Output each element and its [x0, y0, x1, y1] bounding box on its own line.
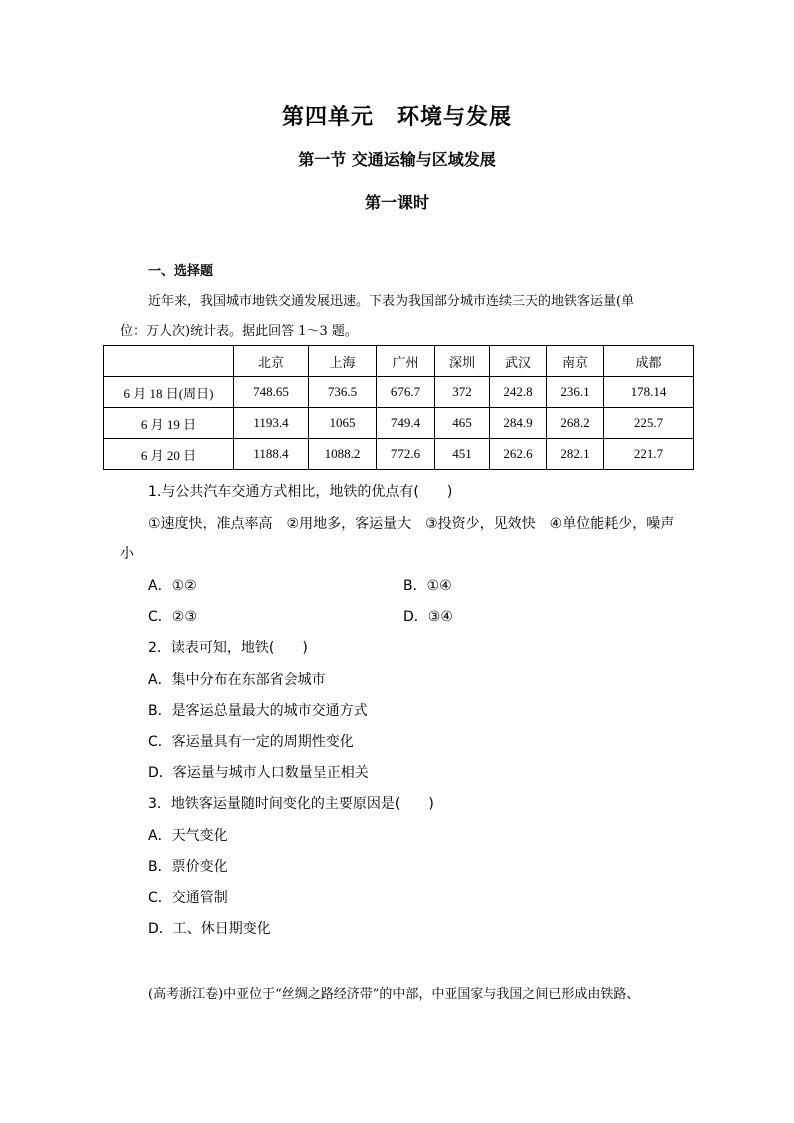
intro-line-2: 位：万人次)统计表。据此回答 1～3 题。	[120, 324, 358, 339]
q1-option-c[interactable]: C．②③	[148, 609, 197, 625]
table-header-cell: 广州	[377, 346, 435, 377]
q3-option-b[interactable]: B．票价变化	[148, 859, 228, 875]
table-cell: 262.6	[490, 439, 547, 470]
table-cell: 242.8	[490, 377, 547, 408]
table-cell: 225.7	[604, 408, 694, 439]
q2-option-d[interactable]: D．客运量与城市人口数量呈正相关	[148, 765, 369, 781]
table-header-cell: 南京	[547, 346, 604, 377]
q1-stem: 1.与公共汽车交通方式相比，地铁的优点有( )	[148, 484, 453, 500]
table-header-cell: 成都	[604, 346, 694, 377]
q2-option-a[interactable]: A．集中分布在东部省会城市	[148, 672, 326, 688]
lesson-title: 第一课时	[364, 193, 429, 212]
q3-option-a[interactable]: A．天气变化	[148, 828, 228, 844]
table-header-cell	[104, 346, 234, 377]
table-cell: 451	[435, 439, 490, 470]
table-cell: 1193.4	[234, 408, 309, 439]
table-cell: 372	[435, 377, 490, 408]
table-header-cell: 上海	[309, 346, 377, 377]
table-cell: 221.7	[604, 439, 694, 470]
q1-option-d[interactable]: D．③④	[403, 609, 453, 625]
table-cell: 178.14	[604, 377, 694, 408]
table-cell: 748.65	[234, 377, 309, 408]
table-header-cell: 北京	[234, 346, 309, 377]
table-cell: 284.9	[490, 408, 547, 439]
intro-line-1: 近年来，我国城市地铁交通发展迅速。下表为我国部分城市连续三天的地铁客运量(单	[148, 294, 635, 309]
table-cell: 236.1	[547, 377, 604, 408]
table-header-row	[104, 346, 694, 377]
q1-option-b[interactable]: B．①④	[403, 578, 452, 594]
table-header-cell: 武汉	[490, 346, 547, 377]
table-cell: 6 月 19 日	[104, 408, 234, 439]
next-passage-line: (高考浙江卷)中亚位于“丝绸之路经济带”的中部，中亚国家与我国之间已形成由铁路、	[148, 987, 640, 1002]
table-cell: 6 月 20 日	[104, 439, 234, 470]
q2-option-c[interactable]: C．客运量具有一定的周期性变化	[148, 734, 354, 750]
q1-statements-line-2: 小	[120, 546, 134, 562]
table-cell: 772.6	[377, 439, 435, 470]
part-title: 一、选择题	[148, 264, 214, 279]
table-row	[104, 439, 694, 470]
table-row	[104, 408, 694, 439]
section-title: 第一节 交通运输与区域发展	[298, 150, 496, 169]
q1-option-a[interactable]: A．①②	[148, 578, 197, 594]
subway-ridership-table	[103, 345, 694, 470]
table-cell: 1065	[309, 408, 377, 439]
q2-option-b[interactable]: B．是客运总量最大的城市交通方式	[148, 703, 368, 719]
table-cell: 282.1	[547, 439, 604, 470]
table-cell: 6 月 18 日(周日)	[104, 377, 234, 408]
q3-option-d[interactable]: D．工、休日期变化	[148, 921, 271, 937]
table-header-cell: 深圳	[435, 346, 490, 377]
table-cell: 676.7	[377, 377, 435, 408]
table-cell: 1088.2	[309, 439, 377, 470]
unit-title: 第四单元 环境与发展	[281, 104, 512, 130]
table-cell: 268.2	[547, 408, 604, 439]
table-row	[104, 377, 694, 408]
q1-statements-line-1: ①速度快，准点率高 ②用地多，客运量大 ③投资少，见效快 ④单位能耗少，噪声	[148, 516, 675, 532]
table-cell: 1188.4	[234, 439, 309, 470]
q3-option-c[interactable]: C．交通管制	[148, 890, 228, 906]
q2-stem: 2．读表可知，地铁( )	[148, 640, 308, 656]
table-cell: 465	[435, 408, 490, 439]
table-cell: 749.4	[377, 408, 435, 439]
q3-stem: 3．地铁客运量随时间变化的主要原因是( )	[148, 796, 434, 812]
table-cell: 736.5	[309, 377, 377, 408]
